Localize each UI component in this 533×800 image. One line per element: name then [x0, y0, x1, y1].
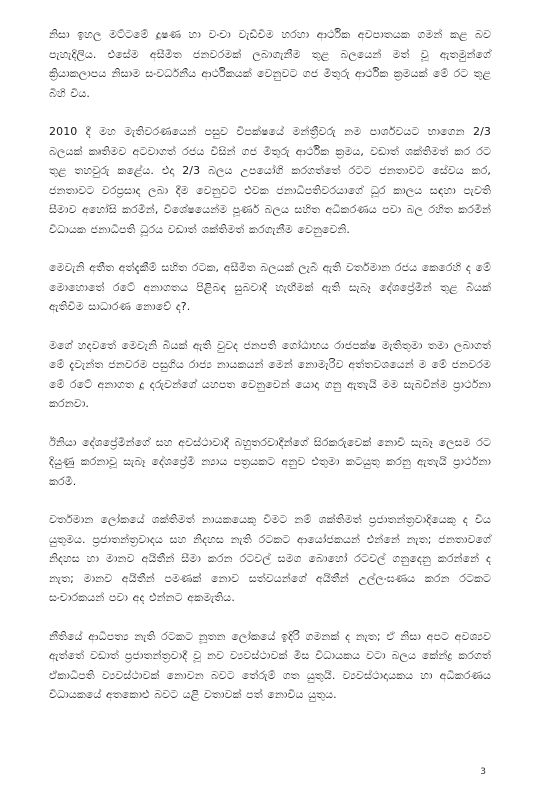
paragraph-7: නීතියේ ආධිපත්‍ය නැති රටකට නූතන ලෝකයේ ඉදිරි ගමනක් ද නැත; ඒ නිසා අපට අවශ්‍යව ඇත්තේ වඩාත් ප්‍රජාතන්ත්‍රවාදී වූ නව ව්‍යවස්ථාවක් මිස විධායකය වටා බලය කේන්ද්‍ර කරගත් ඒකාධිපති ව්‍යවස්ථාවක් නොවන බවට තේරුම් ගත යුතුයි. ව්‍යවස්ථාදායකය හා අධිකරණය විධායකයේ අතකොළු බවට යළි වතාවක් පත් නොවිය යුතුය.	[49, 629, 491, 701]
paragraph-5: ඊනියා දේශප්‍රේමීන්ගේ සහ අවස්ථාවාදී බහුතරවාදීන්ගේ සිරකරුවෙක් නොවී සැබෑ ලෙසම රට දියුණු කරනාවූ සැබෑ දේශප්‍රේමී න්‍යාය පත්‍රයකට අනුව එතුමා කටයුතු කරනු ඇතැයි ප්‍රාර්ථනා කරමි.	[49, 435, 491, 488]
paragraph-2: 2010 දී මහ මැතිවරණයෙන් පසුව විපක්ෂයේ මන්ත්‍රීවරු නම පාර්ශවයට භාගෙන 2/3 බලයක් කෘතිමව අටවාගත් රජය විසින් ගජ මිතුරු ආර්ථික ක්‍රමය, වඩාත් ශක්තිමත් කර රට තුළ තහවුරු කළේය. එදා 2/3 බලය උපයෝගි කරගත්තේ රටට ජනතාවට සේවය කර, ජනතාවට වරප්‍රසාද ලබා දීම වෙනුවට එවක ජනාධිපතිවරයාගේ ධූර කාලය සඳහා පැවති සීමාව අහෝසි කරමින්, විශේෂයෙන්ම පූර්ණ බලය සහිත අධිකරණය පවා බල රහිත කරමින් විධායක ජනාධිපති ධූරය වඩාත් ශක්තිමත් කරගැනීම වෙනුවෙනි.	[49, 125, 491, 236]
paragraph-3: මෙවැනි අතීත අත්දැකීම් සහිත රටක, අසීමිත බලයක් ලැබී ඇති වර්තමාන රජය කෙරෙහි ද මේ මොහොතේ රටේ අනාගතය පිළිබඳ සුබවාදී හැඟීමක් ඇති සැබෑ දේශප්‍රේමීන් තුළ බියක් ඇතිවීම සාධාරණ නොවේ ද?.	[49, 261, 491, 313]
paragraph-1: නිසා ඉහල මට්ටමේ දූෂණ හා වංචා වැඩිවීම හරහා ආර්ථික අවපාතයක ගමන් කළ බව පැහැදිලිය. එසේම අසීමිත ජනවරමක් ලබාගැනීම තුළ බලයෙන් මත් වූ ඇතමුන්ගේ ක්‍රියාකලාපය නිසාම සංවර්ධනීය ආර්ථිකයක් වෙනුවට ගජ මිතුරු ආර්ථික ක්‍රමයක් මේ රට තුළ බිහි විය.	[49, 28, 491, 100]
page-number: 3	[480, 767, 486, 777]
paragraph-6: වර්තමාන ලෝකයේ ශක්තිමත් නායකයෙකු වීමට නම් ශක්තිමත් ප්‍රජාතන්ත්‍රවාදියෙකු ද විය යුතුමය. ප්‍රජාතන්ත්‍රවාදය සහ නිදහස නැති රටකට ආයෝජකයන් එන්නේ නැත; ජනතාවගේ නිදහස හා මානව අයිතීන් සීමා කරන රටවල් සමග බොහෝ රටවල් ගනුදෙනු කරන්නේ ද නැත; මානව අයිතීන් පමණක් නොව සත්වයන්ගේ අයිතීන් උල්ලංඝණය කරන රටකට සංචාරකයන් පවා අද එන්නට අකමැතිය.	[49, 513, 491, 604]
paragraph-4: මගේ හදවතේ මෙවැනි බියක් ඇති වුවද ජනපති ගෝඨාභය රාජපක්ෂ මැතිතුමා තමා ලබාගත් මේ දැවැන්ත ජනවරම පසුගිය රාජ්‍ය නායකයන් මෙන් නොමැරිව අත්තවශයෙන් ම මේ ජනවරම මේ රටේ අනාගත දූ දරුවන්ගේ යහපත වෙනුවෙන් යොදා ගනු ඇතැයි මම සැබවින්ම ප්‍රාර්ථනා කරනවා.	[49, 338, 491, 410]
